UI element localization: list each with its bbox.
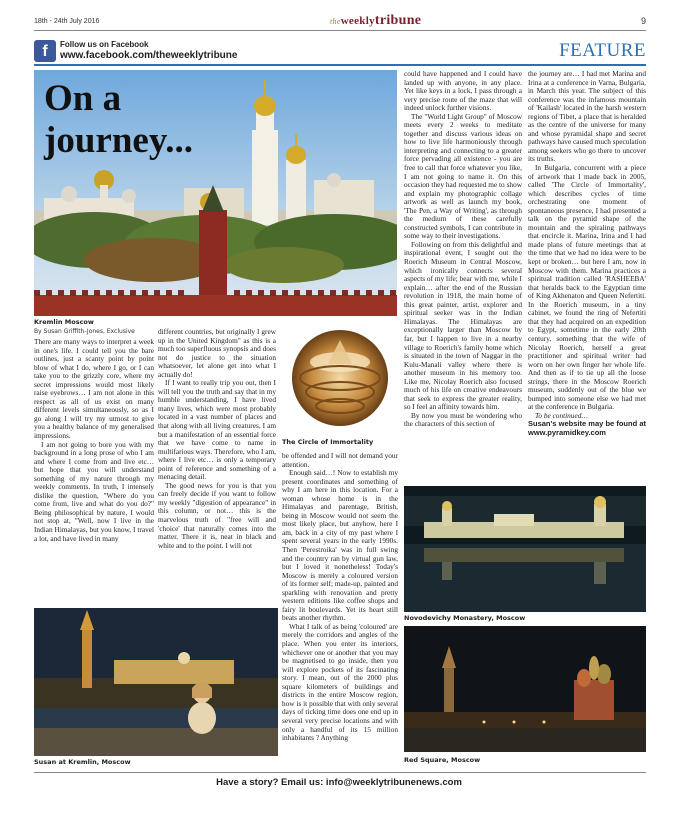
col1-paragraph: I am not going to bore you with my background in a long prose of who I am and where I come from and live etc… but hope that you will understand something of my nature through my weekly comments. In truth, I intensely dislike the question, "Where do you come from, live and what do you do?" Being philosophical by nature, I would not stop at, "Well, now I live in the Indian Himalayas, but you know, I travel a lot, and have lived in many <box>34 439 154 543</box>
col4-paragraph: The "World Light Group" of Moscow meets every 2 weeks to meditate together and discuss various ideas on how to live life harmoniously through interpreting and connecting to a greater force pervading all existence - you are free to call that force whatever you like, I am not going to name it. On this occasion they had requested me to show and explain my photographic collage artwork as well as launch my book, 'The Pen, a Way of Writing', as through the medium of these carefully constructed symbols, I can contribute in some way to their investigations. <box>404 111 522 241</box>
top-divider <box>34 30 646 31</box>
red-square-photo <box>404 626 646 752</box>
circle-artwork <box>282 322 398 434</box>
col4-paragraph: Following on from this delightful and inspirational event, I sought out the Roerich Museum in Central Moscow, which ironically connects several aspects of my life; bear with me, while I explain… after the end of the Russian revolution in 1918, the main home of this great painter, artist, explorer and spiritual seeker was in the Indian Himalayas. The Himalayas are exceptionally larger than Moscow by far, but I happen to live in a nearby village to Roerich's family home which is situated in the town of Naggar in the Kulu-Manali valley where there is another museum in his memory too. Like me, Nicolay Roerich also focused much of his life on creative endeavours that seek to express the greater reality, so I feel an affinity towards him. <box>404 239 522 412</box>
col2-paragraph: The good news for you is that you can freely decide if you want to follow my weekly "digestion of appearance" in this column, or not… this is the marvelous truth of "free will and 'choice' that naturally comes into the matter. There it is, neat in black and white and to the point. I will not <box>158 480 276 550</box>
section-title: FEATURE <box>559 40 646 61</box>
novodevichy-illustration <box>404 486 646 612</box>
title-line-1: On a <box>44 78 122 119</box>
col4-paragraph: By now you must be wondering who the characters of this section of <box>404 410 522 429</box>
newspaper-logo: theweeklytribune <box>330 13 422 28</box>
title-line-2: journey... <box>44 120 194 161</box>
col2-paragraph: different countries, but originally I grew up in the United Kingdom" as this is a much too superfluous synopsis and does not do justice to the situation whatsoever, let alone get into what I actually do! <box>158 328 276 379</box>
article-column-1 <box>34 338 154 604</box>
footer-divider <box>34 772 646 773</box>
article-column-2 <box>158 328 276 604</box>
circle-caption: The Circle of Immortality <box>282 438 374 446</box>
susan-at-kremlin-photo <box>34 608 278 756</box>
facebook-url: www.facebook.com/theweeklytribune <box>60 50 238 61</box>
col1-paragraph: There are many ways to interpret a week in one's life. I could tell you the bare outlines, just a scanty point by point blow of what I do, where I go, or I can take you to the grizzly core, where my secret impressions would most likely raise eyebrows… I am not alone in this respect as all of us exist on many different levels simultaneously, so as I go along I will try my utmost to give you a healthy balance of my generalised impressions. <box>34 338 154 441</box>
col5-paragraph: In Bulgaria, concurrent with a piece of artwork that I made back in 2005, called 'The Circle of Immortality', which describes cycles of time orchestrating one moment of spontaneous presence, I had presented a talk on the pyramid shape of the mountain and the spiraling pathways that encircle it. Marina, Irina and I had made plans of future meetings that at the time that we had no idea were to be kept or broken… but here I am, now in Moscow with them. Marina practices a spiritual tradition called 'RASHEEBA' that heralds back to the Egyptian time of King Akhenaton and Queen Nefertiti. In the Roerich museum, in a tiny cabinet, we found the ring of Nefertiti that they had acquired on an expedition to Egypt, sometime in the early 20th century, something that the wife of Nicolay Roerich, herself a great practitioner and spiritual writer had worn on her own finger her whole life. And then as if to tie up all the loose strings, there in the Moscow Roerich museum, suddenly out of the blue we bumped into someone else we had met at the conference in Bulgaria. <box>528 163 646 412</box>
byline: By Susan Griffith-Jones, Exclusive <box>34 328 135 335</box>
article-column-4 <box>404 70 522 482</box>
article-column-3 <box>282 452 398 770</box>
to-be-continued: To be continued… <box>535 410 588 420</box>
masthead-bar <box>34 13 646 28</box>
page-number: 9 <box>640 16 646 26</box>
article-title <box>44 78 264 162</box>
issue-date: 18th - 24th July 2016 <box>34 18 100 25</box>
facebook-follow-text: Follow us on Facebook <box>60 40 149 49</box>
novodevichy-photo <box>404 486 646 612</box>
col2-paragraph: If I want to really trip you out, then I will tell you the truth and say that in my humble understanding, I have lived many lives, which were most probably located in a vast number of places and that along with all living creatures, I am but a manifestation of an essential force that we have come to name in multifarious ways. Therefore, who I am, where I live etc… is only a temporary point of reference and something of a menacing detail. <box>158 378 276 482</box>
facebook-promo <box>60 40 237 61</box>
website-note: Susan's website may be found at www.pyramidkey.com <box>528 419 646 437</box>
article-column-5 <box>528 70 646 482</box>
col3-paragraph: Enough said…! Now to establish my present coordinates and something of why I am here in this location. For a woman whose home is in the Himalayas and parentage, British, being in Moscow would not seem the most likely place, but anyhow, here I am, back in a city of my past where I spent several years in the early 1990s. Then 'Perestroika' was in full swing and the country ran by virtual gun law, but I loved it nonetheless! Today's Moscow is merely a coloured version of its former self; made-up, painted and sparkling with renovation and pretty western editions like coffee shops and fairy lit boulevards. Yet its heart still beats another rhythm. <box>282 468 398 623</box>
circle-of-immortality-image <box>282 322 398 434</box>
red-square-illustration <box>404 626 646 752</box>
footer-contact: Have a story? Email us: info@weeklytribunenews.com <box>216 777 462 788</box>
col5-paragraph: the journey are… I had met Marina and Irina at a conference in Varna, Bulgaria, in March this year. The subject of this conference was the infamous mountain of 'Kailash' located in the harsh western regions of Tibet, a place that is heralded as the centre of the universe for many and whose pyramidal shape and secret pathways have caused much speculation among seekers who go there to uncover its truths. <box>528 70 646 164</box>
red-square-caption: Red Square, Moscow <box>404 756 481 764</box>
susan-caption: Susan at Kremlin, Moscow <box>34 758 131 766</box>
novodevichy-caption: Novodevichy Monastery, Moscow <box>404 614 526 622</box>
kremlin-caption: Kremlin Moscow <box>34 318 94 326</box>
susan-night-illustration <box>34 608 278 756</box>
facebook-icon: f <box>34 40 56 62</box>
section-divider <box>34 64 646 66</box>
col3-paragraph: be offended and I will not demand your attention. <box>282 452 398 469</box>
col4-paragraph: could have happened and I could have landed up with anyone, in any place. Yet like keys in a lock, I pass through a very precise route of the maze that will indeed unlock further visions. <box>404 70 522 113</box>
col3-paragraph: What I talk of as being 'coloured' are merely the corridors and angles of the place. When you enter its interiors, whichever one or another that you may be magnetised to go inside, then you will explore pockets of its fascinating story. I mean, out of the 2000 plus square kilometers of buildings and districts in the entire Moscow region, how is it possible that with only several days of ticking time does one end up in several very precise locations and with only a handful of its 15 million inhabitants ? Anything <box>282 621 398 743</box>
